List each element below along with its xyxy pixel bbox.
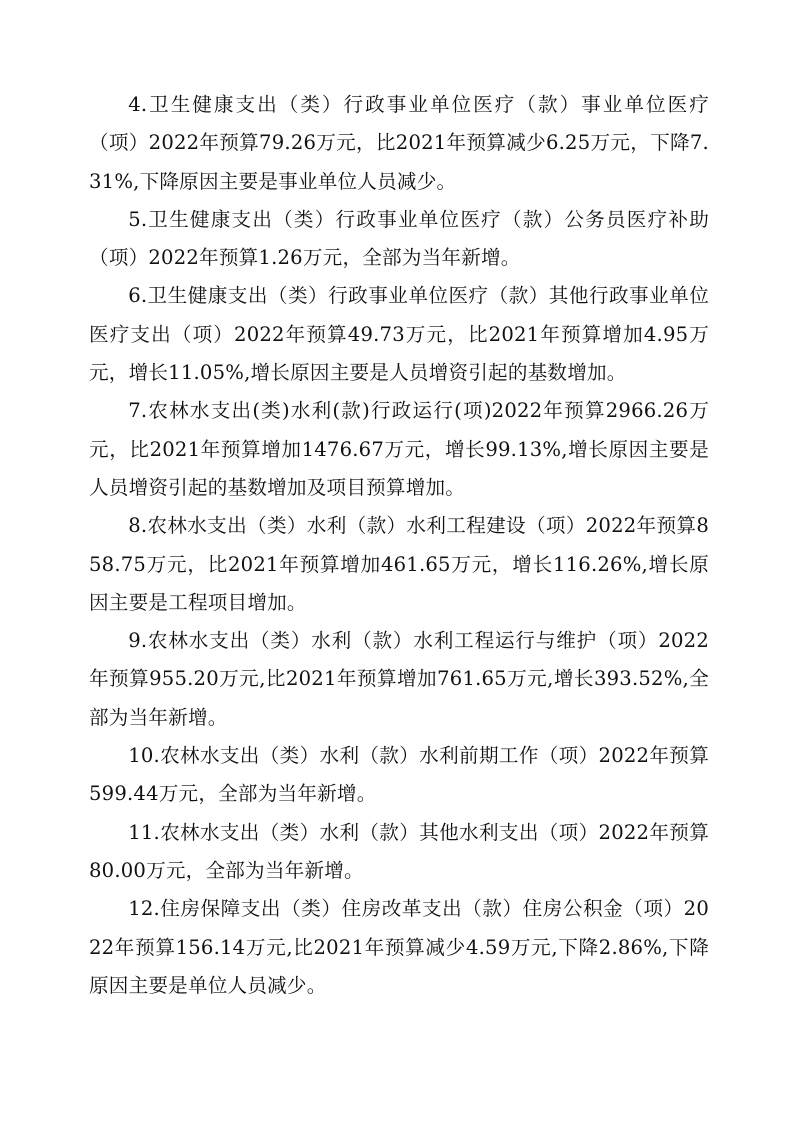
paragraph-item-5: 5.卫生健康支出（类）行政事业单位医疗（款）公务员医疗补助（项）2022年预算1.26万元，全部为当年新增。 bbox=[89, 207, 709, 270]
paragraph-item-8: 8.农林水支出（类）水利（款）水利工程建设（项）2022年预算858.75万元，比2021年预算增加461.65万元，增长116.26%,增长原因主要是工程项目增加。 bbox=[89, 514, 709, 614]
paragraph-item-7: 7.农林水支出(类)水利(款)行政运行(项)2022年预算2966.26万元，比2021年预算增加1476.67万元，增长99.13%,增长原因主要是人员增资引起的基数增加及项目预算增加。 bbox=[89, 399, 709, 499]
paragraph-item-9: 9.农林水支出（类）水利（款）水利工程运行与维护（项）2022年预算955.20万元,比2021年预算增加761.65万元,增长393.52%,全部为当年新增。 bbox=[89, 629, 709, 729]
paragraph-item-4: 4.卫生健康支出（类）行政事业单位医疗（款）事业单位医疗（项）2022年预算79.26万元，比2021年预算减少6.25万元，下降7.31%,下降原因主要是事业单位人员减少。 bbox=[89, 93, 709, 193]
paragraph-item-12: 12.住房保障支出（类）住房改革支出（款）住房公积金（项）2022年预算156.14万元,比2021年预算减少4.59万元,下降2.86%,下降原因主要是单位人员减少。 bbox=[89, 897, 709, 997]
paragraph-item-10: 10.农林水支出（类）水利（款）水利前期工作（项）2022年预算599.44万元，全部为当年新增。 bbox=[89, 744, 709, 806]
paragraph-item-11: 11.农林水支出（类）水利（款）其他水利支出（项）2022年预算80.00万元，全部为当年新增。 bbox=[89, 820, 709, 882]
document-page bbox=[89, 86, 709, 1005]
paragraph-item-6: 6.卫生健康支出（类）行政事业单位医疗（款）其他行政事业单位医疗支出（项）2022年预算49.73万元，比2021年预算增加4.95万元，增长11.05%,增长原因主要是人员增资引起的基数增加。 bbox=[89, 284, 709, 385]
